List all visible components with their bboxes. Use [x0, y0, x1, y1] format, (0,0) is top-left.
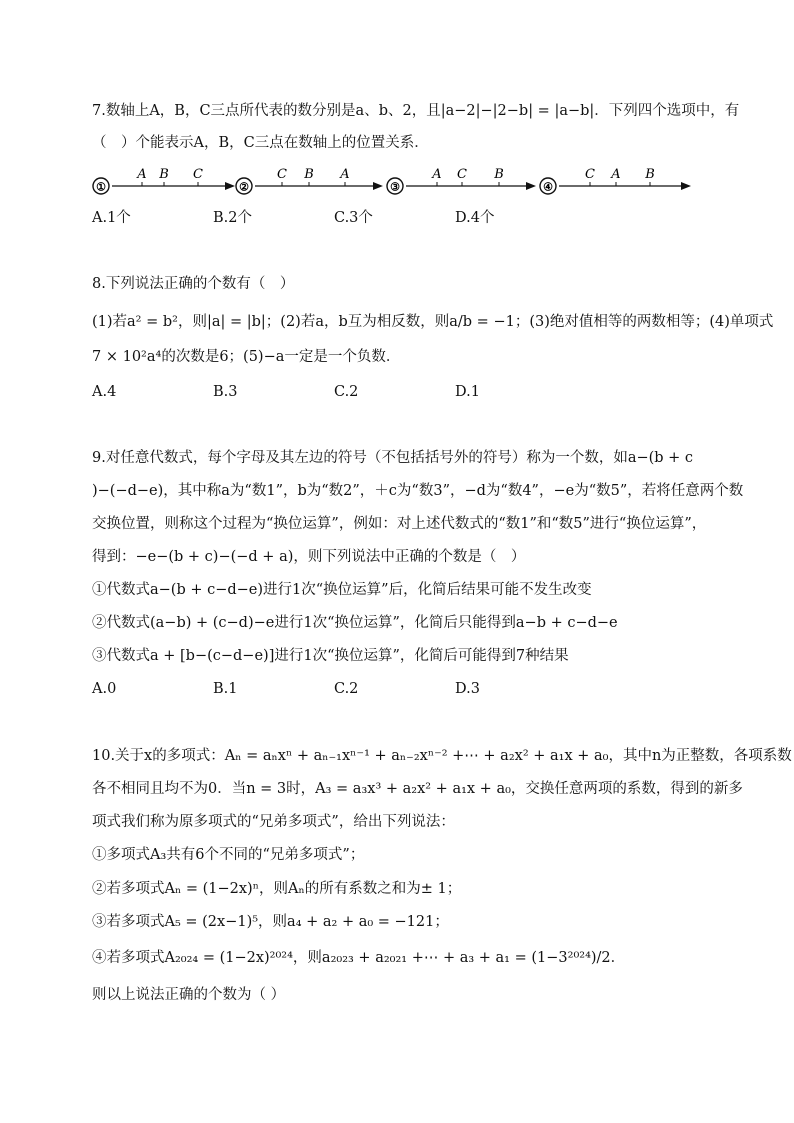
q7-option-d: D.4个 — [455, 210, 495, 226]
axis-point-label: C — [277, 167, 287, 182]
q9-option-d: D.3 — [455, 681, 480, 697]
q9-option-a: A.0 — [92, 681, 117, 697]
q8-option-c: C.2 — [334, 384, 359, 400]
q7-option-b: B.2个 — [213, 210, 252, 226]
q8-option-b: B.3 — [213, 384, 238, 400]
axis-marker: ② — [239, 180, 249, 194]
q10-statement-2: ②若多项式Aₙ = (1−2x)ⁿ，则Aₙ的所有系数之和为± 1； — [92, 881, 462, 897]
q7-stem-line-2: （ ）个能表示A，B，C三点在数轴上的位置关系． — [92, 135, 429, 151]
axis-point-label: A — [611, 167, 621, 182]
q8-option-d: D.1 — [455, 384, 480, 400]
q7-option-a: A.1个 — [92, 210, 131, 226]
axis-point-label: C — [585, 167, 595, 182]
q9-statement-1: ①代数式a−(b + c−d−e)进行1次“换位运算”后，化简后结果可能不发生改变 — [92, 582, 592, 598]
number-axis-2 — [236, 167, 383, 194]
q8-stem-line-1: 8.下列说法正确的个数有（ ） — [92, 276, 295, 292]
axis-marker: ③ — [390, 180, 400, 194]
q8-stem-line-2: (1)若a² = b²，则|a| = |b|；(2)若a，b互为相反数，则a/b = −1；(3)绝对值相等的两数相等；(4)单项式 — [92, 314, 774, 330]
axis-marker: ① — [96, 180, 106, 194]
q10-stem-line-1: 10.关于x的多项式：Aₙ = aₙxⁿ + aₙ₋₁xⁿ⁻¹ + aₙ₋₂xⁿ⁻² +⋯ + a₂x² + a₁x + a₀，其中n为正整数，各项系数 — [92, 748, 792, 764]
q9-stem-line-3: 交换位置，则称这个过程为“换位运算”，例如：对上述代数式的“数1”和“数5”进行“换位运算”， — [92, 516, 707, 532]
q7-stem-line-1: 7.数轴上A，B，C三点所代表的数分别是a、b、2，且|a−2|−|2−b| = |a−b|．下列四个选项中，有 — [92, 103, 740, 119]
q8-option-a: A.4 — [92, 384, 117, 400]
axis-point-label: A — [137, 167, 147, 182]
axis-marker: ④ — [543, 180, 553, 194]
q9-statement-2: ②代数式(a−b) + (c−d)−e进行1次“换位运算”，化简后只能得到a−b + c−d−e — [92, 615, 618, 631]
q10-stem-line-2: 各不相同且均不为0．当n = 3时，A₃ = a₃x³ + a₂x² + a₁x + a₀，交换任意两项的系数，得到的新多 — [92, 781, 743, 797]
q10-statement-1: ①多项式A₃共有6个不同的“兄弟多项式”； — [92, 847, 365, 863]
q10-statement-4: ④若多项式A₂₀₂₄ = (1−2x)²⁰²⁴，则a₂₀₂₃ + a₂₀₂₁ +⋯ + a₃ + a₁ = (1−3²⁰²⁴)/2． — [92, 950, 626, 966]
q10-stem-line-3: 项式我们称为原多项式的“兄弟多项式”，给出下列说法： — [92, 814, 455, 830]
q10-statement-3: ③若多项式A₅ = (2x−1)⁵，则a₄ + a₂ + a₀ = −121； — [92, 914, 449, 930]
q9-option-b: B.1 — [213, 681, 238, 697]
q9-statement-3: ③代数式a + [b−(c−d−e)]进行1次“换位运算”，化简后可能得到7种结果 — [92, 648, 569, 664]
axis-point-label: B — [645, 167, 655, 182]
axis-point-label: B — [494, 167, 504, 182]
q7-number-axes-figure — [88, 164, 708, 204]
number-axis-1 — [93, 167, 235, 194]
q8-stem-line-3: 7 × 10²a⁴的次数是6；(5)−a一定是一个负数． — [92, 349, 401, 365]
number-axis-3 — [387, 167, 536, 194]
q9-stem-line-1: 9.对任意代数式，每个字母及其左边的符号（不包括括号外的符号）称为一个数，如a−(b + c — [92, 450, 694, 466]
axis-point-label: A — [340, 167, 350, 182]
axis-point-label: C — [457, 167, 467, 182]
axis-point-label: B — [159, 167, 169, 182]
number-axis-4 — [540, 167, 691, 194]
axis-point-label: C — [193, 167, 203, 182]
q7-option-c: C.3个 — [334, 210, 373, 226]
axis-point-label: B — [304, 167, 314, 182]
q9-stem-line-4: 得到：−e−(b + c)−(−d + a)，则下列说法中正确的个数是（ ） — [92, 549, 526, 565]
q9-option-c: C.2 — [334, 681, 359, 697]
axis-point-label: A — [432, 167, 442, 182]
q9-stem-line-2: )−(−d−e)，其中称a为“数1”，b为“数2”，＋c为“数3”，−d为“数4”，−e为“数5”，若将任意两个数 — [92, 483, 744, 499]
q10-closing-line: 则以上说法正确的个数为（ ） — [92, 987, 286, 1003]
